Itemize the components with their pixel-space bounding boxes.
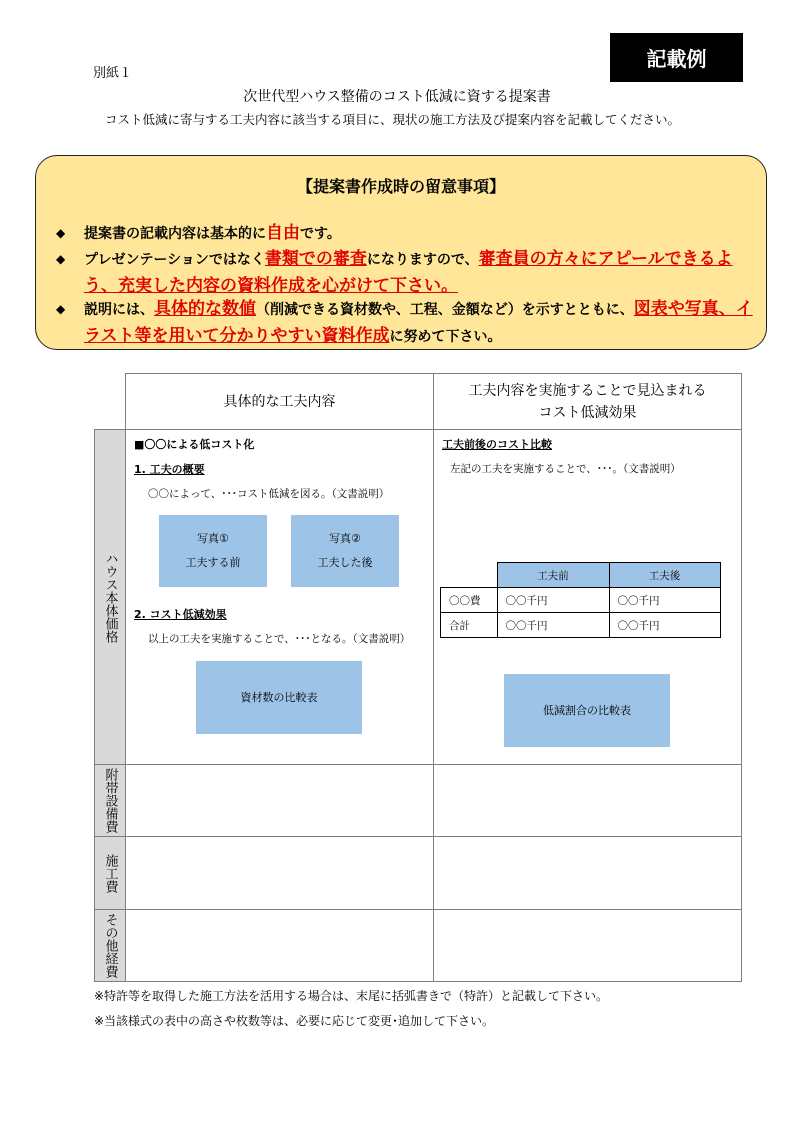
- row-label-house-body: ハウス本体価格: [95, 430, 126, 765]
- cmp-header-after: 工夫後: [609, 563, 720, 588]
- intro-text: コスト低減に寄与する工夫内容に該当する項目に、現状の施工方法及び提案内容を記載してください。: [105, 112, 681, 127]
- construction-left-cell: [126, 837, 434, 910]
- right-heading: 工夫前後のコスト比較: [442, 438, 552, 451]
- diamond-bullet-icon: ◆: [56, 302, 66, 316]
- notes-heading: 【提案書作成時の留意事項】: [296, 177, 505, 196]
- col1-header: 具体的な工夫内容: [126, 374, 434, 430]
- row-label-construction: 施工費: [95, 837, 126, 910]
- diamond-bullet-icon: ◆: [56, 252, 66, 266]
- col2-header: 工夫内容を実施することで見込まれる コスト低減効果: [434, 374, 742, 430]
- left-heading: ■〇〇による低コスト化: [134, 438, 255, 451]
- note-item-1: ◆ 提案書の記載内容は基本的に自由です。: [56, 223, 341, 243]
- sec2-text: 以上の工夫を実施することで、･･･となる。（文書説明）: [148, 633, 411, 645]
- cmp-header-before: 工夫前: [497, 563, 609, 588]
- attachment-label: 別紙１: [93, 66, 133, 81]
- sec2-title: 2. コスト低減効果: [134, 608, 227, 621]
- sec1-text: 〇〇によって、･･･コスト低減を図る。（文書説明）: [148, 488, 390, 500]
- row-label-equipment: 附帯設備費: [95, 765, 126, 837]
- diamond-bullet-icon: ◆: [56, 226, 66, 240]
- construction-right-cell: [434, 837, 742, 910]
- footnote-2: ※当該様式の表中の高さや枚数等は、必要に応じて変更･追加して下さい。: [94, 1014, 495, 1028]
- photo-before: 写真① 工夫する前: [159, 515, 267, 587]
- proposal-table: [94, 373, 742, 982]
- table-row: 合計 〇〇千円 〇〇千円: [441, 613, 721, 638]
- footnote-1: ※特許等を取得した施工方法を活用する場合は、末尾に括弧書きで（特許）と記載して下さい。: [94, 989, 609, 1003]
- note-item-2: ◆ プレゼンテーションではなく書類での審査になりますので、審査員の方々にアピールできるよう、充実した内容の資料作成を心がけて下さい。: [56, 249, 733, 296]
- table-corner: [95, 374, 126, 430]
- example-badge: 記載例: [610, 33, 743, 82]
- left-content-cell: [126, 430, 434, 765]
- reduction-ratio-box: 低減割合の比較表: [504, 674, 670, 747]
- other-right-cell: [434, 910, 742, 982]
- document-title: 次世代型ハウス整備のコスト低減に資する提案書: [243, 89, 551, 105]
- materials-comparison-box: 資材数の比較表: [196, 661, 362, 734]
- sec1-title: 1. 工夫の概要: [134, 463, 205, 476]
- row-label-other: その他経費: [95, 910, 126, 982]
- cost-comparison-table: [440, 562, 721, 638]
- equipment-right-cell: [434, 765, 742, 837]
- table-row: 〇〇費 〇〇千円 〇〇千円: [441, 588, 721, 613]
- right-content-cell: [434, 430, 742, 765]
- notes-box: [35, 155, 767, 350]
- other-left-cell: [126, 910, 434, 982]
- photo-after: 写真② 工夫した後: [291, 515, 399, 587]
- equipment-left-cell: [126, 765, 434, 837]
- right-text: 左記の工夫を実施することで、･･･。（文書説明）: [450, 463, 681, 475]
- note-item-3: ◆ 説明には、具体的な数値（削減できる資材数や、工程、金額など）を示すとともに、図表や写真、イラスト等を用いて分かりやすい資料作成に努めて下さい。: [56, 299, 753, 346]
